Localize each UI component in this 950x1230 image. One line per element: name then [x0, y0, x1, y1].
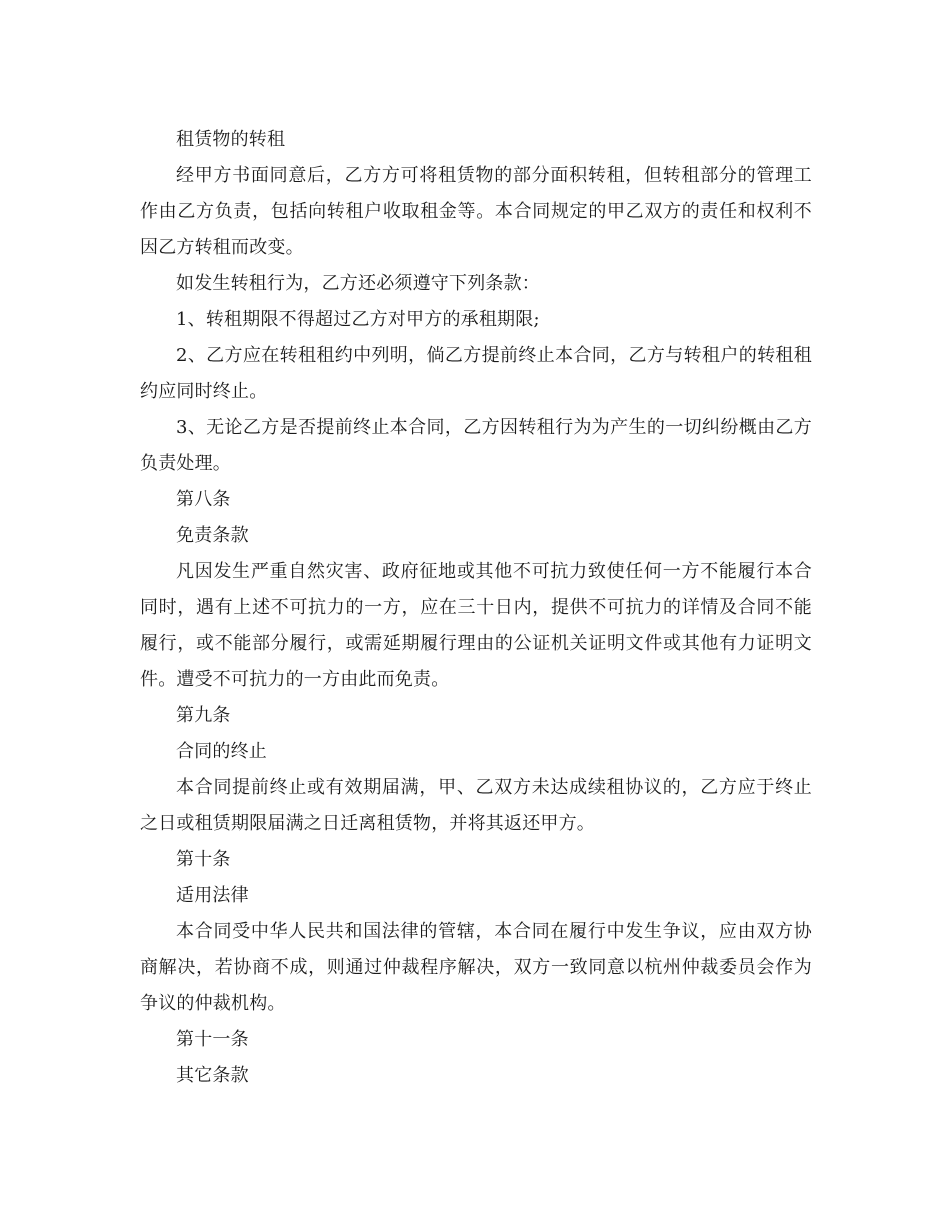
body-paragraph: 经甲方书面同意后，乙方方可将租赁物的部分面积转租，但转租部分的管理工作由乙方负责，包括向转租户收取租金等。本合同规定的甲乙双方的责任和权利不因乙方转租而改变。	[140, 165, 812, 258]
article-number: 第九条	[176, 705, 231, 726]
document-body	[140, 122, 812, 1094]
body-paragraph: 本合同受中华人民共和国法律的管辖，本合同在履行中发生争议，应由双方协商解决，若协商不成，则通过仲裁程序解决，双方一致同意以杭州仲裁委员会作为争议的仲裁机构。	[140, 921, 812, 1014]
list-item: 1、转租期限不得超过乙方对甲方的承租期限;	[176, 309, 540, 330]
list-item: 2、乙方应在转租租约中列明，倘乙方提前终止本合同，乙方与转租户的转租租约应同时终止。	[140, 345, 812, 402]
article-title: 适用法律	[176, 885, 249, 906]
section-heading: 租赁物的转租	[176, 129, 286, 150]
body-paragraph: 凡因发生严重自然灾害、政府征地或其他不可抗力致使任何一方不能履行本合同时，遇有上述不可抗力的一方，应在三十日内，提供不可抗力的详情及合同不能履行，或不能部分履行，或需延期履行理由的公证机关证明文件或其他有力证明文件。遭受不可抗力的一方由此而免责。	[140, 561, 812, 690]
article-number: 第十条	[176, 849, 231, 870]
body-paragraph: 本合同提前终止或有效期届满，甲、乙双方未达成续租协议的，乙方应于终止之日或租赁期限届满之日迁离租赁物，并将其返还甲方。	[140, 777, 812, 834]
list-item: 3、无论乙方是否提前终止本合同，乙方因转租行为为产生的一切纠纷概由乙方负责处理。	[140, 417, 812, 474]
body-paragraph: 如发生转租行为，乙方还必须遵守下列条款：	[176, 273, 540, 294]
article-title: 其它条款	[176, 1065, 249, 1086]
article-title: 免责条款	[176, 525, 249, 546]
article-title: 合同的终止	[176, 741, 267, 762]
article-number: 第八条	[176, 489, 231, 510]
article-number: 第十一条	[176, 1029, 249, 1050]
